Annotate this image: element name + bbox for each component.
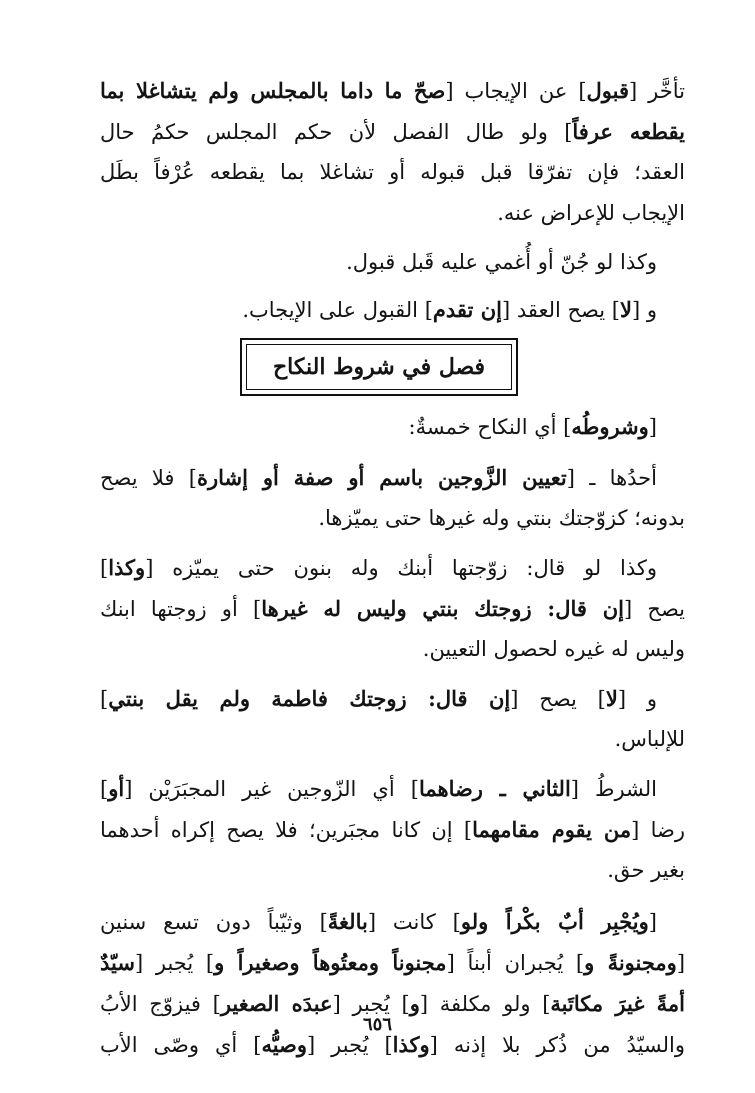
bold-term: يقطعه عرفاً	[572, 119, 685, 144]
page-number: ٦٥٦	[362, 1014, 392, 1035]
bold-term: تعيين الزَّوجين باسم أو صفة أو إشارة	[196, 465, 567, 490]
text-line: بغير حق.	[607, 858, 685, 882]
bold-term: صحّ ما داما بالمجلس ولم يتشاغلا بما	[100, 78, 446, 103]
bold-term: أو	[108, 776, 125, 801]
bold-term: من يقوم مقامهما	[472, 817, 632, 842]
bold-term: عبدَه الصغير	[220, 991, 333, 1016]
text-line: وكذا لو جُنّ أو أُغمي عليه قَبل قبول.	[346, 250, 657, 274]
bold-term: إن قال: زوجتك فاطمة ولم يقل بنتي	[108, 686, 511, 711]
bold-term: إن قال: زوجتك بنتي وليس له غيرها	[261, 596, 624, 621]
bold-term: لا	[605, 686, 618, 711]
bold-term: وكذا	[392, 1032, 430, 1057]
text-line: و [لا] يصح [إن قال: زوجتك فاطمة ولم يقل بنتي]	[100, 686, 658, 711]
bold-term: ويُجْبِر أبٌ بكْراً ولو	[460, 909, 649, 934]
text-line: [ومجنونةً و] يُجبران أبناً [مجنوناً ومعتُوهاً وصغيراً و] يُجبر [سيّدٌ	[100, 950, 685, 975]
bold-term: بالغةً	[327, 909, 368, 934]
bold-term: أمةً غيرَ مكاتَبة	[550, 991, 685, 1016]
text-line: للإلباس.	[614, 727, 685, 751]
text-line: الإيجاب للإعراض عنه.	[497, 201, 685, 225]
paragraph-block-2	[100, 406, 685, 1065]
bold-term: إن تقدم	[432, 297, 502, 322]
paragraph-block-1	[100, 70, 685, 330]
text-line: يصح [إن قال: زوجتك بنتي وليس له غيرها] أو زوجتها ابنك	[100, 596, 685, 621]
bold-term: سيّدٌ	[100, 950, 135, 975]
text-line: رضا [من يقوم مقامهما] إن كانا مجبَرين؛ فلا يصح إكراه أحدهما	[100, 817, 685, 842]
text-line: والسيّدُ من ذُكر بلا إذنه [وكذا] يُجبر [وصيُّه] أي وصّى الأب	[100, 1032, 685, 1057]
text-line: تأخَّر [قبول] عن الإيجاب [صحّ ما داما بالمجلس ولم يتشاغلا بما	[100, 78, 685, 103]
bold-term: لا	[620, 297, 632, 322]
bold-term: وصيُّه	[261, 1032, 308, 1057]
text-line: أمةً غيرَ مكاتَبة] ولو مكلفة [و] يُجبر [عبدَه الصغير] فيزوّج الأبُ	[100, 991, 685, 1016]
bold-term: وشروطُه	[571, 414, 649, 439]
text-line: و [لا] يصح العقد [إن تقدم] القبول على الإيجاب.	[242, 297, 657, 322]
section-heading: فصل في شروط النكاح	[246, 344, 512, 390]
text-line: بدونه؛ كزوّجتك بنتي وله غيرها حتى يميّزها.	[318, 506, 685, 530]
bold-term: وكذا	[108, 555, 146, 580]
text-line: الشرطُ [الثاني ـ رضاهما] أي الزّوجين غير المجبَرَيْن [أو]	[100, 776, 657, 801]
bold-term: مجنوناً ومعتُوهاً وصغيراً و	[214, 950, 447, 975]
text-line: العقد؛ فإن تفرّقا قبل قبوله أو تشاغلا بما يقطعه عُرْفاً بطَل	[100, 160, 685, 184]
text-line: [ويُجْبِر أبٌ بكْراً ولو] كانت [بالغةً] وثيّباً دون تسع سنين	[100, 909, 657, 934]
bold-term: و	[409, 991, 420, 1016]
text-line: أحدُها ـ [تعيين الزَّوجين باسم أو صفة أو إشارة] فلا يصح	[100, 465, 657, 490]
text-line: [وشروطُه] أي النكاح خمسةٌ:	[408, 414, 657, 439]
text-line: وليس له غيره لحصول التعيين.	[422, 637, 685, 661]
bold-term: الثاني ـ رضاهما	[418, 776, 571, 801]
section-heading-frame	[240, 338, 518, 396]
text-line: يقطعه عرفاً] ولو طال الفصل لأن حكم المجلس حكمُ حال	[100, 119, 685, 144]
text-line: وكذا لو قال: زوّجتها أبنك وله بنون حتى يميّزه [وكذا]	[100, 555, 657, 580]
bold-term: قبول	[586, 78, 630, 103]
bold-term: ومجنونةً و	[584, 950, 677, 975]
